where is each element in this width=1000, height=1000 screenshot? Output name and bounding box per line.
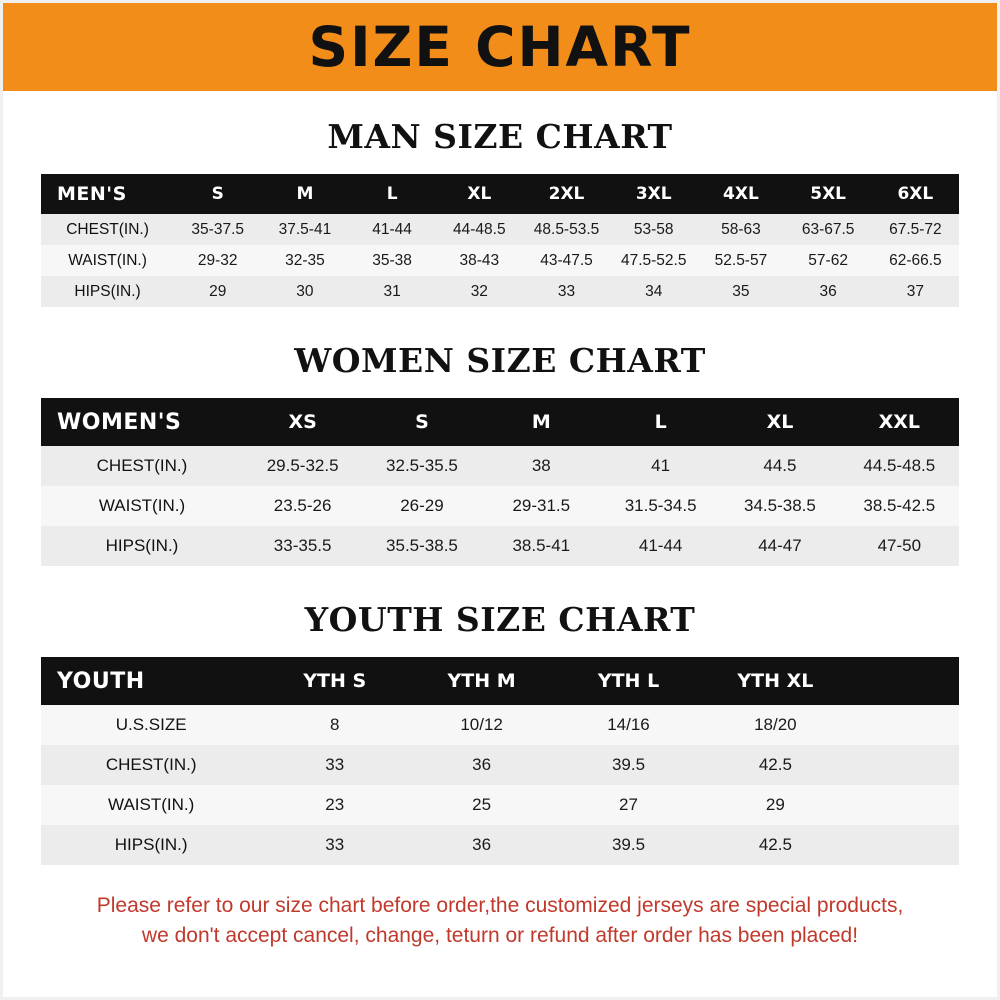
man-row-1-cell-6: 52.5-57 (697, 245, 784, 276)
youth-row-1-cell-spacer (849, 745, 959, 785)
youth-row-0-cell-1: 10/12 (408, 705, 555, 745)
man-header-cell-6: 3XL (610, 174, 697, 214)
notice-line-1: Please refer to our size chart before order,the customized jerseys are special products, (96, 894, 904, 917)
table-row (41, 245, 959, 276)
women-row-2-cell-1: 35.5-38.5 (362, 526, 481, 566)
man-row-2-cell-1: 30 (261, 276, 348, 307)
man-row-0-cell-8: 67.5-72 (872, 214, 959, 245)
return-policy-notice (3, 891, 997, 952)
table-row (41, 785, 959, 825)
man-header-cell-8: 5XL (785, 174, 872, 214)
women-header-cell-1: XS (243, 398, 362, 446)
man-table-wrap (3, 174, 997, 307)
table-row (41, 526, 959, 566)
man-row-2-label: HIPS(IN.) (41, 276, 174, 307)
man-row-1-cell-3: 38-43 (436, 245, 523, 276)
youth-row-1-cell-1: 36 (408, 745, 555, 785)
man-row-0-cell-0: 35-37.5 (174, 214, 261, 245)
man-header-cell-1: S (174, 174, 261, 214)
women-row-2-cell-5: 47-50 (840, 526, 959, 566)
man-header-cell-5: 2XL (523, 174, 610, 214)
women-row-1-cell-2: 29-31.5 (482, 486, 601, 526)
youth-row-1-cell-3: 42.5 (702, 745, 849, 785)
notice-line-2: we don't accept cancel, change, teturn or refund after order has been placed! (141, 924, 859, 948)
table-row (41, 446, 959, 486)
man-header-cell-2: M (261, 174, 348, 214)
youth-row-0-cell-3: 18/20 (702, 705, 849, 745)
man-row-2-cell-3: 32 (436, 276, 523, 307)
man-row-0-cell-2: 41-44 (349, 214, 436, 245)
women-row-2-cell-2: 38.5-41 (482, 526, 601, 566)
man-table-header-row (41, 174, 959, 214)
women-row-1-cell-3: 31.5-34.5 (601, 486, 720, 526)
youth-header-cell-1: YTH S (261, 657, 408, 705)
women-header-cell-3: M (482, 398, 601, 446)
man-header-cell-9: 6XL (872, 174, 959, 214)
table-row (41, 486, 959, 526)
women-row-0-cell-1: 32.5-35.5 (362, 446, 481, 486)
youth-size-table (41, 657, 959, 865)
women-row-0-cell-3: 41 (601, 446, 720, 486)
youth-row-3-cell-spacer (849, 825, 959, 865)
women-size-table (41, 398, 959, 566)
youth-row-0-cell-spacer (849, 705, 959, 745)
women-row-2-cell-3: 41-44 (601, 526, 720, 566)
women-row-1-cell-1: 26-29 (362, 486, 481, 526)
youth-header-cell-spacer (849, 657, 959, 705)
youth-row-1-cell-2: 39.5 (555, 745, 702, 785)
page-banner (3, 3, 997, 91)
man-row-2-cell-2: 31 (349, 276, 436, 307)
women-row-0-cell-2: 38 (482, 446, 601, 486)
man-row-1-label: WAIST(IN.) (41, 245, 174, 276)
youth-table-wrap (3, 657, 997, 865)
page-title: SIZE CHART (308, 14, 692, 79)
women-header-cell-4: L (601, 398, 720, 446)
women-header-cell-6: XXL (840, 398, 959, 446)
youth-header-cell-2: YTH M (408, 657, 555, 705)
man-header-cell-7: 4XL (697, 174, 784, 214)
table-row (41, 276, 959, 307)
women-row-1-cell-4: 34.5-38.5 (720, 486, 839, 526)
youth-row-2-cell-0: 23 (261, 785, 408, 825)
youth-row-2-cell-1: 25 (408, 785, 555, 825)
youth-row-3-cell-1: 36 (408, 825, 555, 865)
women-row-0-label: CHEST(IN.) (41, 446, 243, 486)
youth-row-2-cell-2: 27 (555, 785, 702, 825)
man-row-2-cell-4: 33 (523, 276, 610, 307)
women-row-1-cell-0: 23.5-26 (243, 486, 362, 526)
man-row-0-cell-6: 58-63 (697, 214, 784, 245)
man-row-1-cell-7: 57-62 (785, 245, 872, 276)
women-row-2-cell-0: 33-35.5 (243, 526, 362, 566)
women-row-2-cell-4: 44-47 (720, 526, 839, 566)
youth-header-cell-3: YTH L (555, 657, 702, 705)
women-row-1-cell-5: 38.5-42.5 (840, 486, 959, 526)
women-row-0-cell-0: 29.5-32.5 (243, 446, 362, 486)
man-size-table (41, 174, 959, 307)
table-row (41, 214, 959, 245)
table-row (41, 825, 959, 865)
women-header-cell-0: WOMEN'S (41, 398, 243, 446)
youth-section-title: YOUTH SIZE CHART (304, 600, 696, 639)
man-row-0-cell-3: 44-48.5 (436, 214, 523, 245)
man-row-1-cell-2: 35-38 (349, 245, 436, 276)
man-row-2-cell-7: 36 (785, 276, 872, 307)
youth-row-3-cell-3: 42.5 (702, 825, 849, 865)
man-row-0-label: CHEST(IN.) (41, 214, 174, 245)
man-row-1-cell-5: 47.5-52.5 (610, 245, 697, 276)
man-row-0-cell-7: 63-67.5 (785, 214, 872, 245)
man-row-0-cell-4: 48.5-53.5 (523, 214, 610, 245)
women-header-cell-2: S (362, 398, 481, 446)
man-row-2-cell-8: 37 (872, 276, 959, 307)
women-row-0-cell-5: 44.5-48.5 (840, 446, 959, 486)
man-row-2-cell-0: 29 (174, 276, 261, 307)
man-section-title: MAN SIZE CHART (327, 117, 673, 156)
youth-row-0-cell-0: 8 (261, 705, 408, 745)
man-row-0-cell-5: 53-58 (610, 214, 697, 245)
youth-row-1-cell-0: 33 (261, 745, 408, 785)
youth-row-2-cell-spacer (849, 785, 959, 825)
man-header-cell-3: L (349, 174, 436, 214)
man-row-1-cell-4: 43-47.5 (523, 245, 610, 276)
youth-row-1-label: CHEST(IN.) (41, 745, 261, 785)
youth-row-2-cell-3: 29 (702, 785, 849, 825)
women-section-title: WOMEN SIZE CHART (294, 341, 706, 380)
women-table-header-row (41, 398, 959, 446)
women-row-2-label: HIPS(IN.) (41, 526, 243, 566)
youth-row-2-label: WAIST(IN.) (41, 785, 261, 825)
youth-row-3-cell-0: 33 (261, 825, 408, 865)
man-row-1-cell-8: 62-66.5 (872, 245, 959, 276)
table-row (41, 705, 959, 745)
women-table-wrap (3, 398, 997, 566)
youth-row-0-label: U.S.SIZE (41, 705, 261, 745)
women-row-0-cell-4: 44.5 (720, 446, 839, 486)
women-header-cell-5: XL (720, 398, 839, 446)
youth-row-3-label: HIPS(IN.) (41, 825, 261, 865)
youth-table-header-row (41, 657, 959, 705)
man-row-0-cell-1: 37.5-41 (261, 214, 348, 245)
youth-header-cell-4: YTH XL (702, 657, 849, 705)
man-row-2-cell-5: 34 (610, 276, 697, 307)
youth-row-0-cell-2: 14/16 (555, 705, 702, 745)
man-row-2-cell-6: 35 (697, 276, 784, 307)
man-header-cell-4: XL (436, 174, 523, 214)
man-row-1-cell-0: 29-32 (174, 245, 261, 276)
man-header-cell-0: MEN'S (41, 174, 174, 214)
youth-row-3-cell-2: 39.5 (555, 825, 702, 865)
youth-header-cell-0: YOUTH (41, 657, 261, 705)
women-row-1-label: WAIST(IN.) (41, 486, 243, 526)
man-row-1-cell-1: 32-35 (261, 245, 348, 276)
table-row (41, 745, 959, 785)
